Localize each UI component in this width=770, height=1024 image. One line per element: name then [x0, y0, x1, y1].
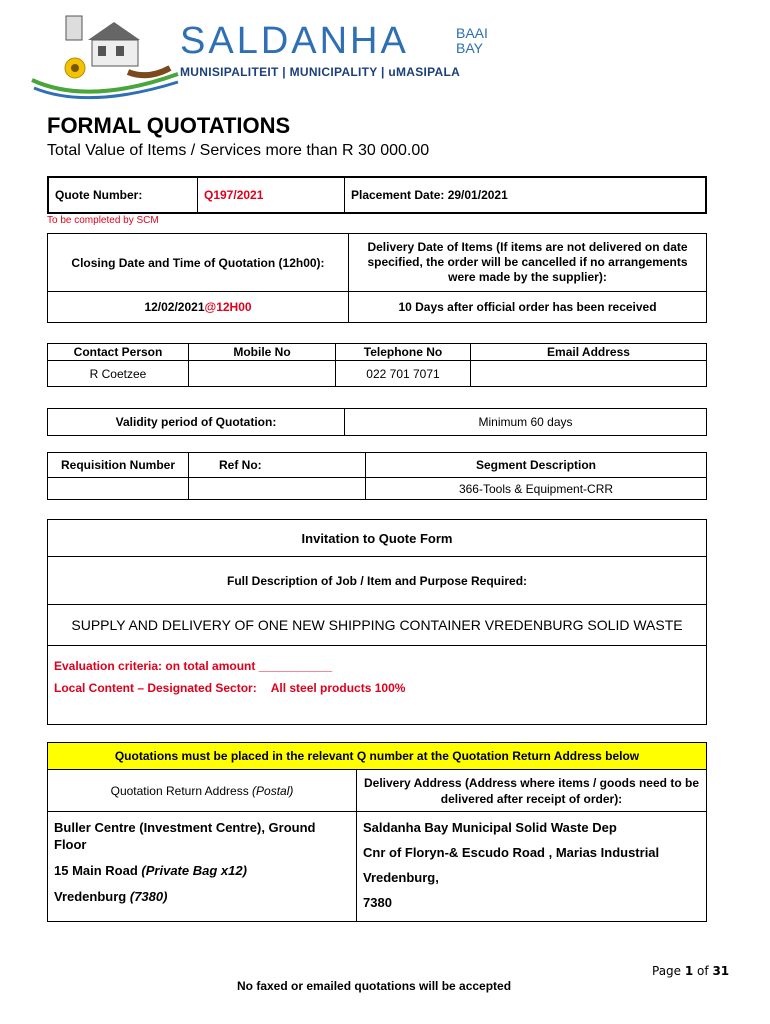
- dates-table: [47, 233, 707, 323]
- closing-date: 12/02/2021: [144, 300, 205, 314]
- postal-label-em: (Postal): [252, 783, 294, 798]
- local-content-label: Local Content – Designated Sector:: [54, 681, 257, 695]
- page-current: 1: [684, 964, 694, 978]
- local-content: [54, 681, 700, 695]
- requisition-value: [48, 478, 189, 500]
- closing-date-label: Closing Date and Time of Quotation (12h00):: [48, 234, 349, 292]
- page-of: of: [693, 964, 713, 978]
- logo-emblem: [28, 10, 188, 105]
- quote-table: [47, 176, 707, 214]
- evaluation-cell: [48, 646, 707, 725]
- delivery-line-2: Cnr of Floryn-& Escudo Road , Marias Industrial: [363, 845, 660, 860]
- delivery-address-label: Delivery Address (Address where items / goods need to be delivered after receipt of order):: [357, 770, 707, 812]
- ref-header: Ref No:: [189, 453, 366, 478]
- description-label: Full Description of Job / Item and Purpose Required:: [48, 557, 707, 605]
- municipality-logo: [28, 10, 508, 105]
- delivery-line-1: Saldanha Bay Municipal Solid Waste Dep: [363, 820, 617, 835]
- return-table: [47, 742, 707, 922]
- invitation-title: Invitation to Quote Form: [48, 520, 707, 557]
- page-total: 31: [712, 964, 730, 978]
- delivery-date-label: Delivery Date of Items (If items are not delivered on date specified, the order will be cancelled if no arrangements were made by the supplier):: [349, 234, 707, 292]
- postal-line-2: [54, 862, 350, 879]
- postal-label-text: Quotation Return Address: [110, 783, 253, 798]
- delivery-date-value: 10 Days after official order has been received: [349, 292, 707, 323]
- job-description: SUPPLY AND DELIVERY OF ONE NEW SHIPPING CONTAINER VREDENBURG SOLID WASTE: [48, 605, 707, 646]
- validity-value: Minimum 60 days: [345, 409, 707, 436]
- requisition-table: [47, 452, 707, 500]
- email-header: Email Address: [471, 344, 707, 361]
- telephone-header: Telephone No: [336, 344, 471, 361]
- requisition-header: Requisition Number: [48, 453, 189, 478]
- logo-baai: BAAI: [456, 25, 488, 41]
- local-content-value: All steel products 100%: [270, 681, 406, 695]
- delivery-line-3: Vredenburg,: [363, 870, 439, 885]
- postal-line-3: [54, 888, 350, 905]
- contact-table: [47, 343, 707, 387]
- contact-person-value: R Coetzee: [48, 361, 189, 387]
- mobile-value: [189, 361, 336, 387]
- page-title: FORMAL QUOTATIONS: [47, 113, 291, 138]
- page-number: [652, 964, 729, 978]
- quote-number-label: Quote Number:: [48, 177, 198, 213]
- postal-line-1: Buller Centre (Investment Centre), Ground Floor: [54, 820, 316, 852]
- postal-address: [48, 812, 357, 922]
- logo-subtitle: MUNISIPALITEIT | MUNICIPALITY | uMASIPALA: [180, 65, 461, 79]
- mobile-header: Mobile No: [189, 344, 336, 361]
- segment-value: 366-Tools & Equipment-CRR: [366, 478, 707, 500]
- segment-header: Segment Description: [366, 453, 707, 478]
- ref-value: [189, 478, 366, 500]
- validity-label: Validity period of Quotation:: [48, 409, 345, 436]
- postal-line-2-em: (Private Bag x12): [141, 863, 247, 878]
- postal-line-3-text: Vredenburg: [54, 889, 130, 904]
- return-banner: Quotations must be placed in the relevant Q number at the Quotation Return Address below: [48, 743, 707, 770]
- closing-date-value: [48, 292, 349, 323]
- delivery-line-4: 7380: [363, 895, 392, 910]
- logo-bay: BAY: [456, 40, 483, 56]
- postal-line-3-em: (7380): [129, 889, 168, 904]
- invitation-table: [47, 519, 707, 725]
- placement-date: Placement Date: 29/01/2021: [345, 177, 707, 213]
- page-label: Page: [652, 964, 685, 978]
- postal-label: [48, 770, 357, 812]
- scm-note: To be completed by SCM: [47, 215, 159, 226]
- evaluation-criteria: Evaluation criteria: on total amount ___________: [54, 659, 333, 673]
- validity-table: [47, 408, 707, 436]
- contact-person-header: Contact Person: [48, 344, 189, 361]
- delivery-address: [357, 812, 707, 922]
- logo-name: SALDANHA: [180, 20, 409, 62]
- email-value: [471, 361, 707, 387]
- page-subtitle: Total Value of Items / Services more than R 30 000.00: [47, 142, 430, 159]
- footer-notice: No faxed or emailed quotations will be accepted: [237, 979, 512, 993]
- closing-time: @12H00: [204, 300, 252, 314]
- postal-line-2-text: 15 Main Road: [54, 863, 142, 878]
- quote-number-value: Q197/2021: [198, 177, 345, 213]
- telephone-value: 022 701 7071: [336, 361, 471, 387]
